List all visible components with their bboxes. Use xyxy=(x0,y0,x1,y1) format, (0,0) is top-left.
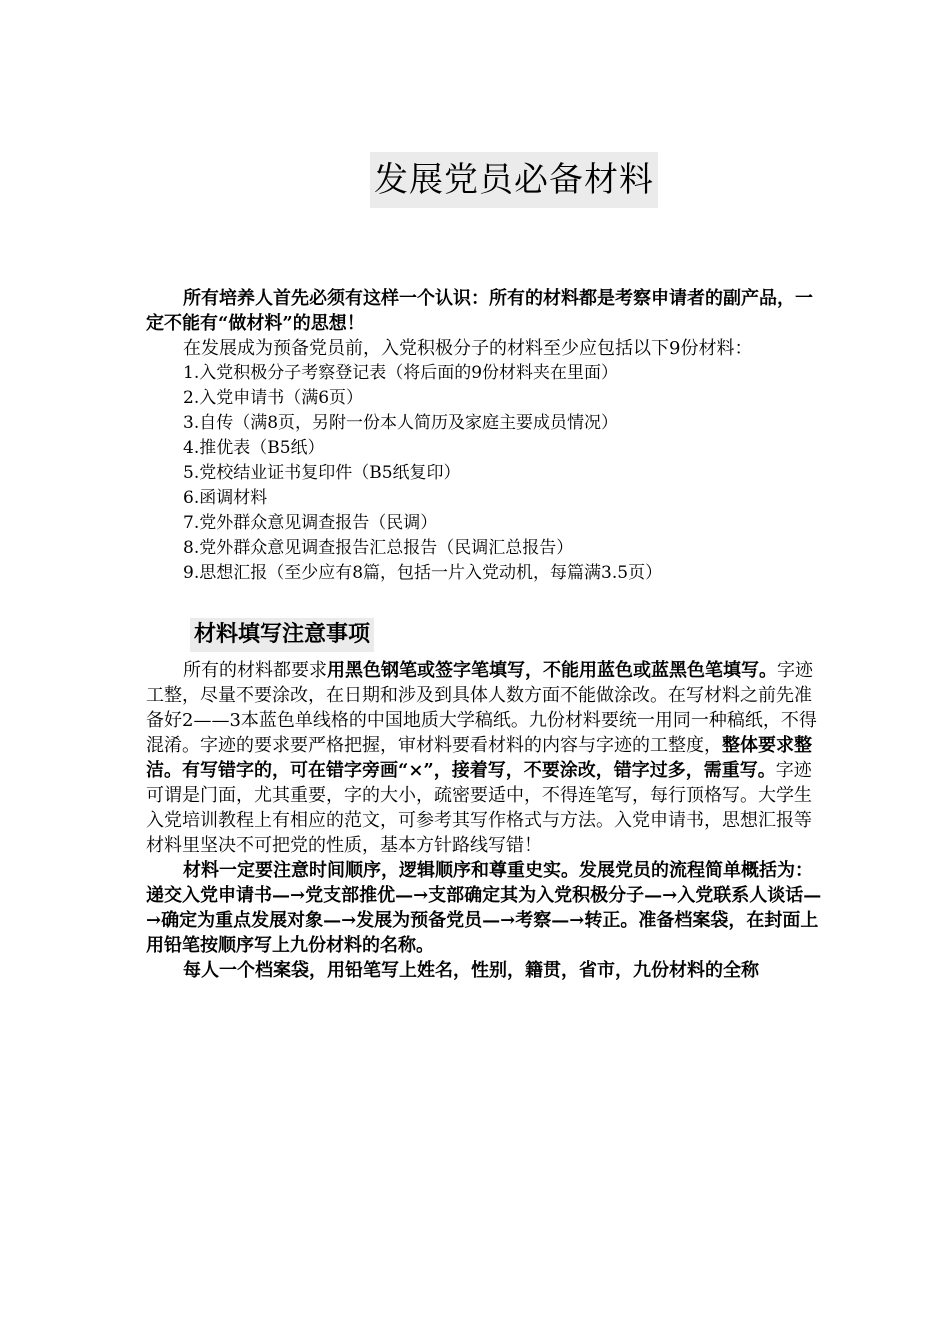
notes-emphasis: 用黑色钢笔或签字笔填写，不能用蓝色或蓝黑色笔填写。 xyxy=(327,660,777,681)
material-item: 8.党外群众意见调查报告汇总报告（民调汇总报告） xyxy=(183,538,574,558)
material-item: 2.入党申请书（满6页） xyxy=(183,388,364,408)
materials-list xyxy=(183,361,662,586)
notes-text: 所有的材料都要求 xyxy=(183,660,327,681)
notes-paragraph-writing xyxy=(146,658,822,858)
notes-text: 字迹工整，尽量不要涂改，在日期和涉及到具体人数方面不能做涂改。在写材料之前先准备好2——3本蓝色单线格的中国地质大学稿纸。九份材料要统一用同一种稿纸，不得混淆。字迹的要求要严格把握，审材料要看材料的内容与字迹的工整度， xyxy=(146,660,817,756)
document-title: 发展党员必备材料 xyxy=(370,152,658,208)
material-item: 6.函调材料 xyxy=(183,488,268,508)
material-item: 3.自传（满8页，另附一份本人简历及家庭主要成员情况） xyxy=(183,413,619,433)
intro-statement: 所有培养人首先必须有这样一个认识：所有的材料都是考察申请者的副产品，一定不能有“做材料”的思想！ xyxy=(146,288,813,334)
notes-paragraph-process: 材料一定要注意时间顺序，逻辑顺序和尊重史实。发展党员的流程简单概括为：递交入党申请书—→党支部推优—→支部确定其为入党积极分子—→入党联系人谈话—→确定为重点发展对象—→发展为预备党员—→考察—→转正。准备档案袋，在封面上用铅笔按顺序写上九份材料的名称。 xyxy=(146,860,822,956)
notes-paragraph-archive: 每人一个档案袋，用铅笔写上姓名，性别，籍贯，省市，九份材料的全称 xyxy=(183,960,759,981)
material-item: 4.推优表（B5纸） xyxy=(183,438,325,458)
notes-block xyxy=(146,658,822,983)
intro-materials-lead: 在发展成为预备党员前，入党积极分子的材料至少应包括以下9份材料： xyxy=(183,338,753,359)
notes-emphasis: 整体要求整洁。有写错字的，可在错字旁画“×”，接着写，不要涂改，错字过多，需重写。 xyxy=(146,735,812,781)
material-item: 9.思想汇报（至少应有8篇，包括一片入党动机，每篇满3.5页） xyxy=(183,563,663,583)
section-heading: 材料填写注意事项 xyxy=(190,618,374,652)
material-item: 1.入党积极分子考察登记表（将后面的9份材料夹在里面） xyxy=(183,363,619,383)
notes-text: 字迹可谓是门面，尤其重要，字的大小，疏密要适中，不得连笔写，每行顶格写。大学生入党培训教程上有相应的范文，可参考其写作格式与方法。入党申请书，思想汇报等材料里坚决不可把党的性质，基本方针路线写错！ xyxy=(146,760,812,856)
material-item: 7.党外群众意见调查报告（民调） xyxy=(183,513,438,533)
intro-block xyxy=(146,286,818,361)
material-item: 5.党校结业证书复印件（B5纸复印） xyxy=(183,463,461,483)
